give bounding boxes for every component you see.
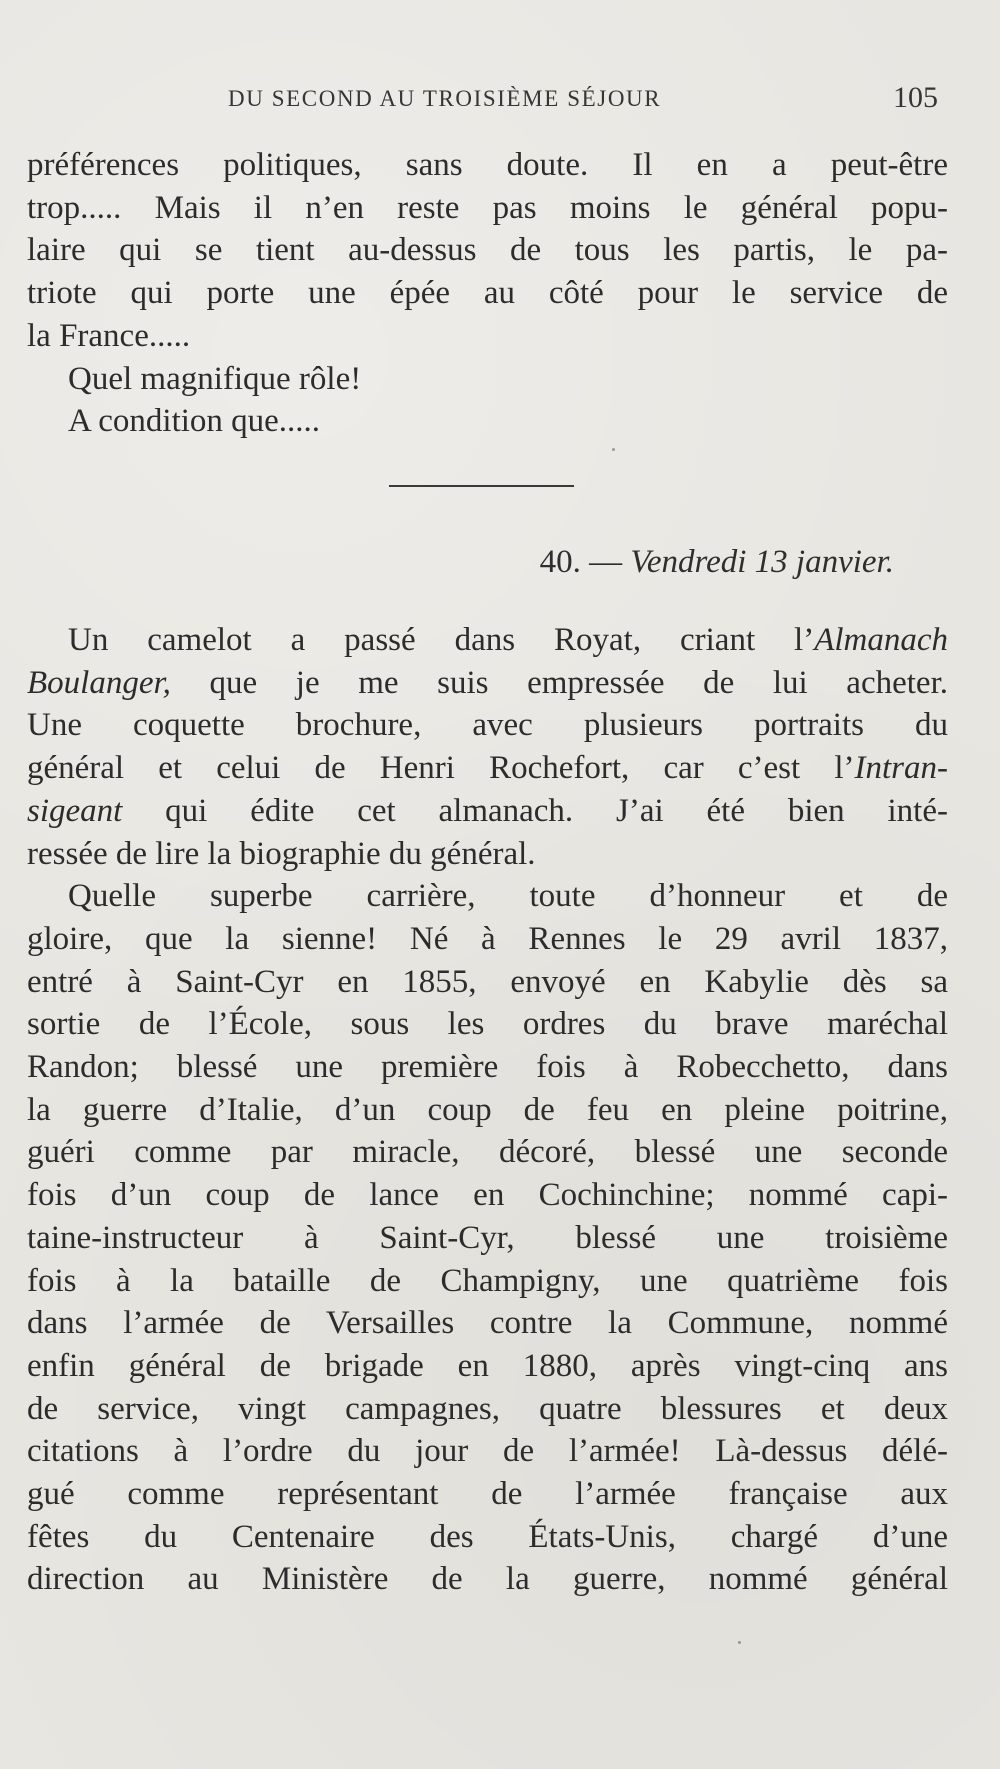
text-line: Randon; blessé une première fois à Robecchetto, dans [27,1049,948,1086]
running-title: DU SECOND AU TROISIÈME SÉJOUR [228,86,662,111]
text-line: de service, vingt campagnes, quatre blessures et deux [27,1390,948,1427]
paper-speck [738,1641,741,1644]
text-line: Une coquette brochure, avec plusieurs portraits du [27,707,948,744]
text-line [27,662,948,705]
text-line: gloire, que la sienne! Né à Rennes le 29 avril 1837, [27,920,948,957]
text-segment: qui édite cet almanach. J’ai été bien inté- [122,792,948,829]
text-line: fois d’un coup de lance en Cochinchine; nommé capi- [27,1177,948,1214]
italic-title: sigeant [27,792,123,829]
text-line: préférences politiques, sans doute. Il en a peut-être [27,147,948,183]
text-line [27,790,948,833]
text-line: citations à l’ordre du jour de l’armée! Là-dessus délé- [27,1433,948,1470]
text-line: dans l’armée de Versailles contre la Commune, nommé [27,1305,948,1342]
text-line: A condition que..... [68,403,321,440]
italic-title: Intran- [854,750,948,787]
text-line: ressée de lire la biographie du général. [27,835,536,872]
text-line: Quelle superbe carrière, toute d’honneur et de [68,878,948,915]
text-line: guéri comme par miracle, décoré, blessé une seconde [27,1134,948,1171]
italic-title: Boulanger, [27,664,171,701]
entry-date: Vendredi 13 janvier. [630,544,894,580]
entry-dash: — [589,544,623,580]
paper-speck [612,448,615,451]
text-line: Quel magnifique rôle! [68,360,362,397]
text-line: fois à la bataille de Champigny, une quatrième fois [27,1262,948,1299]
text-line: la guerre d’Italie, d’un coup de feu en pleine poitrine, [27,1091,948,1128]
section-divider [389,485,574,487]
text-line: direction au Ministère de la guerre, nommé général [27,1561,948,1598]
text-line: la France..... [27,317,191,354]
text-line: enfin général de brigade en 1880, après vingt-cinq ans [27,1347,948,1384]
text-line: fêtes du Centenaire des États-Unis, chargé d’une [27,1518,948,1555]
text-segment: que je me suis empressée de lui acheter. [170,664,948,701]
text-line [27,747,948,790]
text-line: triote qui porte une épée au côté pour le service de [27,275,948,312]
text-line: entré à Saint-Cyr en 1855, envoyé en Kabylie dès sa [27,963,948,1000]
text-segment: général et celui de Henri Rochefort, car c’est l’ [27,750,855,787]
page-header [228,81,938,126]
diary-entry-heading [540,544,894,581]
text-line: gué comme représentant de l’armée française aux [27,1476,948,1513]
text-line: laire qui se tient au-dessus de tous les partis, le pa- [27,232,948,269]
diary-entry-body [27,619,948,1601]
entry-number: 40. [539,544,581,580]
text-line [27,619,948,662]
page-number: 105 [893,81,938,114]
text-segment: Un camelot a passé dans Royat, criant l’ [68,622,815,658]
text-line: sortie de l’École, sous les ordres du brave maréchal [27,1006,948,1043]
italic-title: Almanach [814,622,948,658]
top-text-block [27,144,948,443]
text-line: trop..... Mais il n’en reste pas moins le général popu- [27,189,948,226]
text-line: taine-instructeur à Saint-Cyr, blessé une troisième [27,1219,948,1256]
